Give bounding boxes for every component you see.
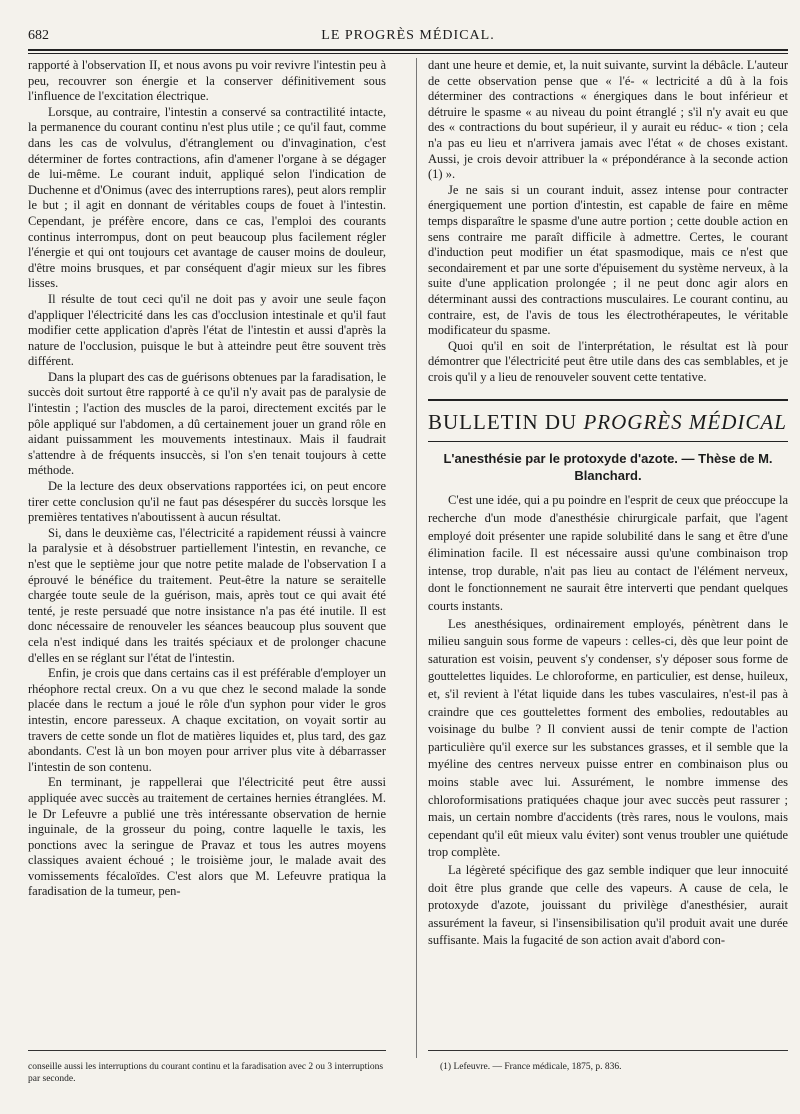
paragraph: rapporté à l'observation II, et nous avons pu voir revivre l'intestin peu à peu, recouvrer son énergie et la conserver définitivement sous l'influence de l'excitation électrique. xyxy=(28,58,386,104)
paragraph: Il résulte de tout ceci qu'il ne doit pas y avoir une seule façon d'appliquer l'électricité dans les cas d'occlusion intestinale et qu'il faut modifier cette application d'après l'état de l'intestin et aussi d'après la nature de l'occlusion, puisque le but à atteindre peut être souvent très différent. xyxy=(28,291,386,369)
paragraph: La légèreté spécifique des gaz semble indiquer que leur innocuité doit être plus grande que celle des vapeurs. A cause de cela, le protoxyde d'azote, jouissant du privilège d'anesthésier, aurait assurément la faveur, si l'insensibilisation qu'il produit avait une durée suffisante. Mais la fugacité de son action avait d'abord con- xyxy=(428,862,788,948)
page-header xyxy=(28,26,788,48)
footnote-left xyxy=(28,1042,386,1094)
footnote-rule xyxy=(428,1050,788,1051)
paragraph: De la lecture des deux observations rapportées ici, on peut encore tirer cette conclusion qu'il ne faut pas désespérer du succès lorsque les premières tentatives n'aboutissent à aucun résultat. xyxy=(28,479,386,525)
paragraph: Dans la plupart des cas de guérisons obtenues par la faradisation, le succès doit surtout être rapporté à ce qu'il n'y avait pas de paralysie de l'intestin ; l'action des muscles de la paroi, directement excités par le pôle appliqué sur l'abdomen, a dû certainement jouer un grand rôle en aidant puissamment les mouvements intestinaux. Mais il faudrait s'attendre à de fréquents insuccès, si l'on s'en tenait toujours à cette méthode. xyxy=(28,369,386,478)
column-divider xyxy=(416,58,417,1058)
paragraph: Quoi qu'il en soit de l'interprétation, le résultat est là pour démontrer que l'électricité peut être utile dans des cas semblables, et je crois qu'il y a lieu de renouveler souvent cette tentative. xyxy=(428,338,788,384)
bulletin-title xyxy=(428,409,788,435)
footnote-text: conseille aussi les interruptions du courant continu et la faradisation avec 2 ou 3 interruptions par seconde. xyxy=(28,1061,384,1084)
article-body xyxy=(428,492,788,949)
paragraph: C'est une idée, qui a pu poindre en l'esprit de ceux que préoccupe la recherche d'un mode d'anesthésie chirurgicale parfait, que l'agent employé doit présenter une rapide solubilité dans le sang et être d'une élimination facile. Il est nécessaire aussi qu'une combinaison trop intense, trop durable, n'ait pas lieu au contact de l'élément nerveux, dont le fonctionnement ne saurait être interverti que pendant quelques courts instants. xyxy=(428,493,788,614)
paragraph: Les anesthésiques, ordinairement employés, pénètrent dans le milieu sanguin sous forme de vapeurs : celles-ci, dès que leur point de saturation est voisin, peuvent s'y condenser, s'y déposer sous forme de gouttelettes liquides. Le chloroforme, en particulier, est dense, huileux, et, s'il revient à l'état liquide dans les tubes vasculaires, n'est-il pas à craindre que ces gouttelettes forment des embolies, redoutables au voisinage du bulbe ? Il convient aussi de tenir compte de l'action particulière qu'il exerce sur les substances grasses, et il semble que la myéline des centres nerveux puisse entrer en combinaison plus ou moins stable avec lui. Assurément, le nombre immense des chloroformisations pratiquées chaque jour avec succès peut rassurer ; mais, un certain nombre d'accidents (très rares, nous le voulons, mais cependant qu'il eût mieux valu éviter) sont venus troubler une quiétude trop complète. xyxy=(428,616,788,860)
paragraph: Si, dans le deuxième cas, l'électricité a rapidement réussi à vaincre la paralysie et à désobstruer partiellement l'intestin, en revanche, ce n'est que le septième jour que notre petite malade de l'observation I a éprouvé le bénéfice du traitement. Peut-être la nature se seraitelle chargée toute seule de la guérison, mais, après tout ce qui avait été tenté, je reste persuadé que notre insistance n'a pas été inutile. Il est donc nécessaire de renouveler les séances beaucoup plus souvent que cela n'est indiqué dans les traités spéciaux et de prolonger chacune d'elles en se réglant sur l'état de l'intestin. xyxy=(28,525,386,665)
paragraph: En terminant, je rappellerai que l'électricité peut être aussi appliquée avec succès au traitement de certaines hernies étranglées. M. le Dr Lefeuvre a publié une très intéressante observation de hernie inguinale, de la grosseur du poing, contre laquelle le taxis, les ponctions avec la seringue de Pravaz et tous les autres moyens classiques avaient échoué ; le troisième jour, le malade avait des vomissements fécaloïdes. C'est alors que M. Lefeuvre pratiqua la faradisation de la tumeur, pen- xyxy=(28,775,386,899)
article-heading: L'anesthésie par le protoxyde d'azote. — Thèse de M. Blanchard. xyxy=(443,451,773,484)
paragraph: Lorsque, au contraire, l'intestin a conservé sa contractilité intacte, la permanence du courant continu n'est plus utile ; ce qu'il faut, comme dans les cas de volvulus, d'étranglement ou d'invagination, c'est déterminer de fortes contractions, afin d'amener l'organe à se dégager de lui-même. Le courant induit, appliqué selon l'indication de Duchenne et d'Onimus (avec des interruptions rares), peut alors remplir le but ; il agit en donnant de véritables coups de fouet à l'intestin. Cependant, je préfère encore, dans ce cas, l'emploi des courants continus interrompus, dont on peut beaucoup plus facilement régler l'énergie et qui ont toujours cet avantage de causer moins de douleur, d'être moins brusques, et par conséquent d'agir mieux sur les fibres lisses. xyxy=(28,104,386,291)
footnote-right xyxy=(428,1042,788,1082)
right-column xyxy=(428,58,788,950)
header-rule xyxy=(28,49,788,51)
page-number: 682 xyxy=(28,28,49,43)
footnote-text: (1) Lefeuvre. — France médicale, 1875, p. 836. xyxy=(440,1061,622,1072)
bulletin-journal-name: PROGRÈS MÉDICAL xyxy=(583,410,787,435)
bulletin-rule xyxy=(428,399,788,401)
left-column xyxy=(28,58,386,900)
paragraph: Enfin, je crois que dans certains cas il est préférable d'employer un rhéophore rectal creux. On a vu que chez le second malade la sonde placée dans le rectum a joué le rôle d'un syphon pour vider le gros intestin, encore paresseux. A chaque excitation, on voyait sortir au travers de cette sonde un flot de matières liquides et, plus tard, des gaz abondants. C'est là un bon moyen pour arriver plus vite à débarrasser l'intestin de son contenu. xyxy=(28,666,386,774)
running-title: LE PROGRÈS MÉDICAL. xyxy=(321,28,495,43)
footnote-rule xyxy=(28,1050,386,1051)
header-rule-thin xyxy=(28,53,788,54)
paragraph: Je ne sais si un courant induit, assez intense pour contracter énergiquement une portion d'intestin, est capable de faire en même temps disparaître le spasme d'une autre portion ; cette double action en sens contraire me paraît difficile à admettre. Certes, le courant d'induction peut modifier un état spasmodique, mais ce n'est que secondairement et par une sorte d'épuisement du système nerveux, à la suite d'une application prolongée ; il ne peut donc agir alors en déterminant aussi des contractions musculaires. Le courant continu, au contraire, est, de l'avis de tous les électrothérapeutes, le véritable modificateur du spasme. xyxy=(428,182,788,338)
bulletin-prefix: BULLETIN DU xyxy=(428,410,584,435)
paragraph: dant une heure et demie, et, la nuit suivante, survint la débâcle. L'auteur de cette observation pense que « l'é- « lectricité a dû à la fois déterminer des contractions « énergiques dans le bout inférieur et détruire le spasme « au niveau du point étranglé ; s'il n'y avait eu que des « contractions du bout supérieur, il y aurait eu réduc- « tion ; cela n'a pas eu lieu et n'arrivera jamais avec l'état « de choses existant. Aussi, je crois devoir attribuer la « prépondérance à la seconde action (1) ». xyxy=(428,58,788,182)
bulletin-rule-bottom xyxy=(428,441,788,442)
